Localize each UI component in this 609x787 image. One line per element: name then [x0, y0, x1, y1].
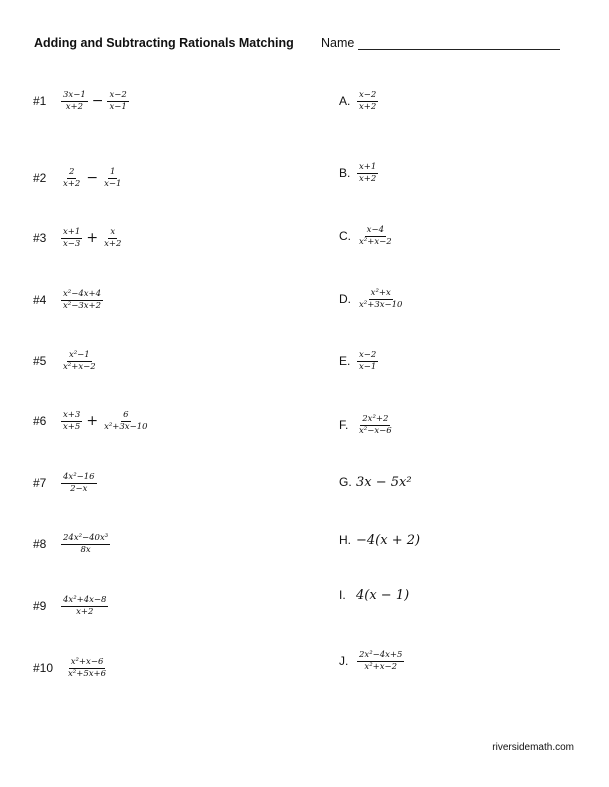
answer-expression	[356, 90, 379, 113]
numerator: 1	[110, 166, 116, 177]
answer-letter: D.	[339, 292, 351, 306]
fraction	[61, 167, 82, 190]
fraction	[357, 414, 394, 437]
answer-letter: C.	[339, 229, 351, 243]
denominator: 8x	[80, 544, 91, 555]
numerator: x	[110, 226, 116, 237]
numerator: x²−4x+4	[63, 288, 102, 299]
problem-2	[33, 161, 124, 195]
answer-d	[339, 282, 405, 316]
answer-expression	[356, 225, 395, 248]
denominator: x+2	[104, 238, 122, 249]
problem-8	[33, 527, 111, 561]
answer-a	[339, 84, 379, 118]
answer-f	[339, 408, 395, 442]
name-line	[358, 49, 560, 50]
answer-expression: 3x − 5x²	[356, 474, 412, 490]
fraction	[61, 227, 82, 250]
problem-expression	[60, 289, 104, 312]
numerator: 4x²+4x−8	[63, 594, 107, 605]
problem-10	[33, 651, 109, 685]
numerator: x²+x	[370, 287, 391, 298]
denominator: x²+x−2	[364, 661, 398, 672]
fraction	[61, 350, 98, 373]
answer-letter: A.	[339, 94, 351, 108]
denominator: x+5	[63, 421, 81, 432]
answer-letter: J.	[339, 654, 349, 668]
numerator: 2x²−4x+5	[359, 649, 403, 660]
problem-number: #9	[33, 599, 47, 613]
operator: +	[86, 413, 99, 429]
numerator: 3x−1	[63, 89, 86, 100]
denominator: x−1	[109, 101, 127, 112]
numerator: x²−1	[68, 349, 90, 360]
answer-expression	[356, 350, 379, 373]
fraction	[357, 288, 404, 311]
problem-1	[33, 84, 130, 118]
fraction	[102, 167, 123, 190]
fraction	[357, 90, 378, 113]
problem-number: #1	[33, 94, 47, 108]
problem-expression	[60, 167, 124, 190]
answer-e	[339, 344, 379, 378]
problem-number: #5	[33, 354, 47, 368]
denominator: x−1	[359, 361, 377, 372]
problem-expression	[60, 227, 124, 250]
fraction	[66, 657, 108, 680]
denominator: x−3	[63, 238, 81, 249]
numerator: x+3	[63, 409, 81, 420]
answer-letter: F.	[339, 418, 349, 432]
numerator: 6	[123, 409, 129, 420]
answer-expression	[356, 650, 405, 673]
problem-expression	[60, 595, 109, 618]
answer-letter: I.	[339, 588, 346, 602]
denominator: x+2	[359, 101, 377, 112]
denominator: x²+3x−10	[359, 299, 403, 310]
answer-expression: 4(x − 1)	[356, 587, 410, 603]
numerator: 2	[68, 166, 75, 177]
numerator: x−2	[359, 89, 377, 100]
problem-expression	[60, 472, 98, 495]
numerator: x+1	[63, 226, 81, 237]
numerator: 4x²−16	[63, 471, 95, 482]
fraction	[102, 410, 149, 433]
answer-expression	[356, 414, 395, 437]
problem-9	[33, 589, 109, 623]
answer-letter: G.	[339, 475, 352, 489]
denominator: x+2	[76, 606, 94, 617]
worksheet-title: Adding and Subtracting Rationals Matching	[34, 36, 294, 50]
fraction	[61, 472, 97, 495]
numerator: x−2	[109, 89, 127, 100]
fraction	[61, 289, 103, 312]
fraction	[357, 162, 378, 185]
fraction	[107, 90, 128, 113]
fraction	[61, 410, 82, 433]
numerator: 2x²+2	[362, 413, 389, 424]
denominator: x²−3x+2	[63, 300, 102, 311]
answer-c	[339, 219, 395, 253]
operator: −	[91, 93, 104, 109]
numerator: x−2	[359, 349, 377, 360]
problem-number: #8	[33, 537, 47, 551]
problem-5	[33, 344, 99, 378]
numerator: 24x²−40x³	[63, 532, 109, 543]
denominator: 2−x	[70, 483, 88, 494]
numerator: x²+x−6	[70, 656, 104, 667]
problem-number: #2	[33, 171, 47, 185]
fraction	[357, 225, 394, 248]
fraction	[357, 650, 404, 673]
numerator: x−4	[366, 224, 384, 235]
problem-number: #6	[33, 414, 47, 428]
operator: −	[86, 170, 99, 186]
problem-expression	[60, 410, 151, 433]
fraction	[61, 533, 110, 556]
answer-j	[339, 644, 405, 678]
fraction	[61, 90, 88, 113]
problem-number: #7	[33, 476, 47, 490]
problem-6	[33, 404, 151, 438]
fraction	[102, 227, 123, 250]
answer-letter: H.	[339, 533, 351, 547]
denominator: x+2	[65, 101, 84, 112]
problem-number: #3	[33, 231, 47, 245]
footer-website: riversidemath.com	[492, 742, 574, 753]
denominator: x²−x−6	[359, 425, 392, 436]
problem-number: #4	[33, 293, 47, 307]
denominator: x²+3x−10	[104, 421, 148, 432]
answer-h	[339, 523, 420, 557]
problem-expression	[60, 350, 99, 373]
denominator: x+2	[359, 173, 377, 184]
denominator: x²+5x+6	[68, 668, 107, 679]
name-label: Name	[321, 36, 355, 50]
problem-expression	[60, 533, 111, 556]
answer-expression: −4(x + 2)	[356, 532, 421, 548]
problem-7	[33, 466, 98, 500]
operator: +	[86, 230, 99, 246]
denominator: x−1	[104, 178, 122, 189]
numerator: x+1	[359, 161, 377, 172]
problem-4	[33, 283, 104, 317]
fraction	[61, 595, 108, 618]
denominator: x²+x−2	[359, 236, 392, 247]
answer-letter: E.	[339, 354, 351, 368]
answer-g	[339, 465, 412, 499]
problem-expression	[65, 657, 109, 680]
denominator: x+2	[63, 178, 81, 189]
answer-expression	[356, 162, 379, 185]
denominator: x²+x−2	[63, 361, 96, 372]
problem-number: #10	[33, 661, 54, 675]
answer-letter: B.	[339, 166, 351, 180]
answer-b	[339, 156, 379, 190]
fraction	[357, 350, 378, 373]
answer-expression	[356, 288, 405, 311]
problem-3	[33, 221, 124, 255]
problem-expression	[60, 90, 130, 113]
answer-i	[339, 578, 409, 612]
